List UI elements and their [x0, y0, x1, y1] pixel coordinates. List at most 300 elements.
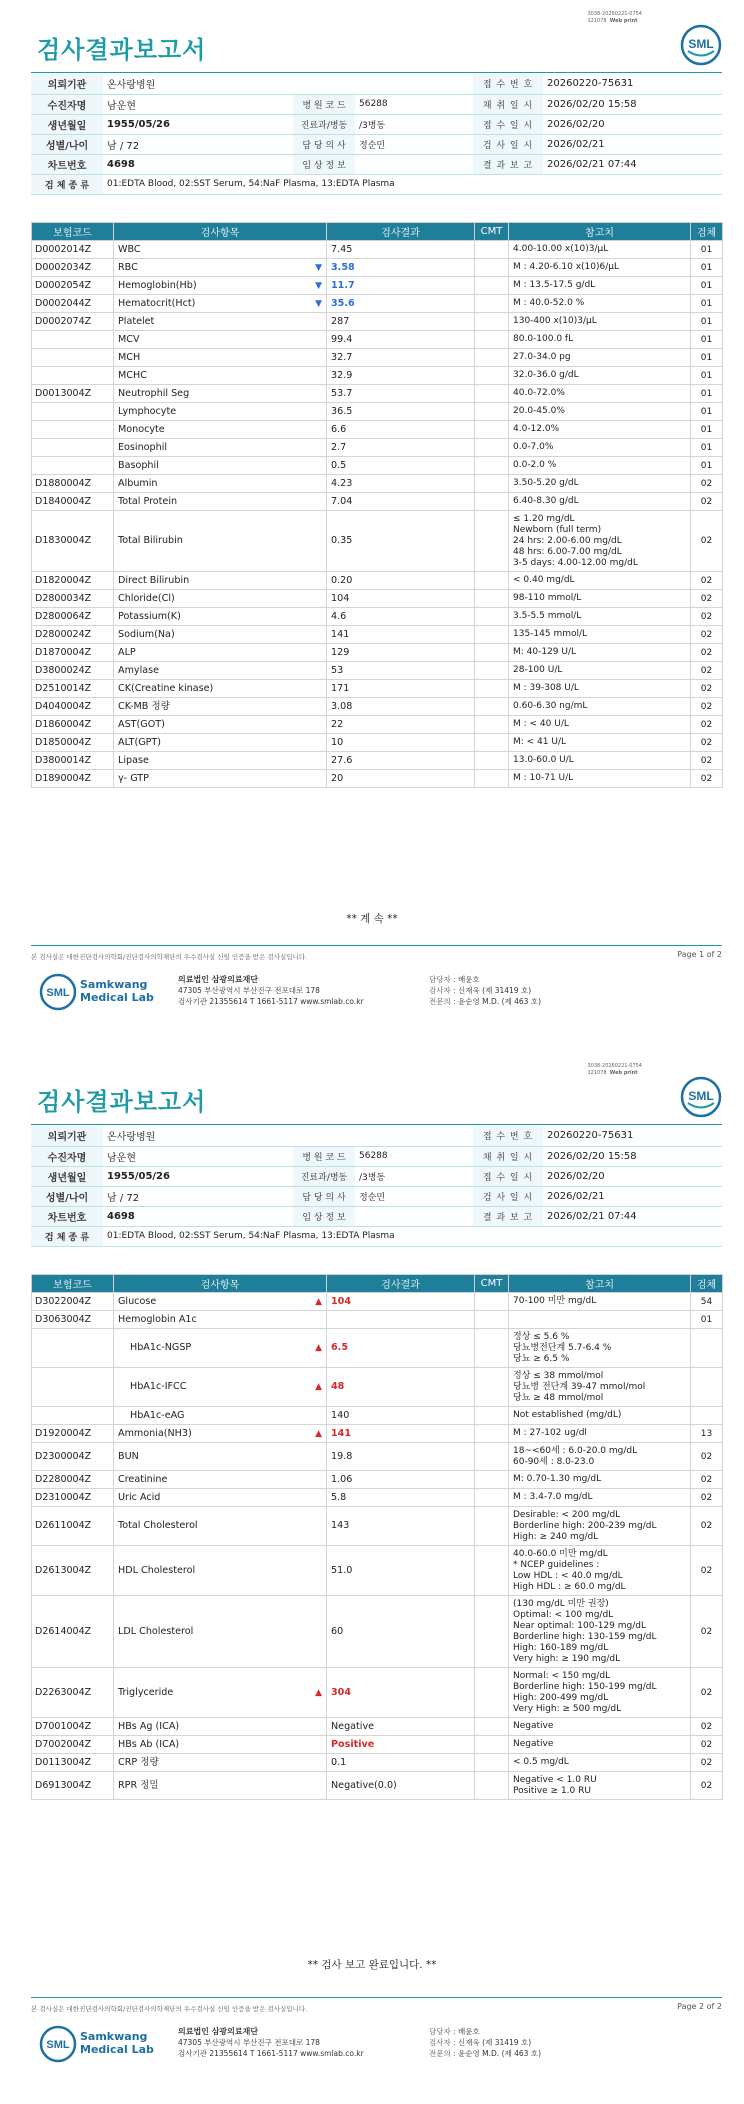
comment-cell [475, 1546, 509, 1596]
dept-label: 진료과/병동 [293, 114, 355, 134]
result-row [32, 626, 723, 644]
reference-range: 28-100 U/L [509, 662, 691, 680]
comment-cell [475, 662, 509, 680]
test-result: 11.7 [327, 277, 475, 295]
reference-range: 4.00-10.00 x(10)3/μL [509, 241, 691, 259]
result-row [32, 1596, 723, 1668]
specimen-code: 02 [691, 1596, 723, 1668]
reference-range: 0.60-6.30 ng/mL [509, 698, 691, 716]
specimen-label: 검 체 종 류 [31, 1226, 103, 1246]
test-result: 140 [327, 1407, 475, 1425]
insurance-code: D3063004Z [32, 1311, 114, 1329]
result-row [32, 331, 723, 349]
insurance-code: D1890004Z [32, 770, 114, 788]
receipt-no-value: 20260220-75631 [543, 1126, 722, 1146]
result-row [32, 457, 723, 475]
comment-cell [475, 734, 509, 752]
svg-text:SML: SML [46, 2039, 70, 2051]
reference-range: 3.5-5.5 mmol/L [509, 608, 691, 626]
test-result: 3.58 [327, 259, 475, 277]
result-row [32, 439, 723, 457]
insurance-code: D0013004Z [32, 385, 114, 403]
insurance-code: D1870004Z [32, 644, 114, 662]
lab-name-1: Samkwang [80, 2030, 148, 2043]
specimen-value: 01:EDTA Blood, 02:SST Serum, 54:NaF Plasma, 13:EDTA Plasma [103, 174, 722, 194]
high-flag-icon: ▲ [315, 1687, 322, 1698]
collect-date-value: 2026/02/20 15:58 [543, 1146, 722, 1166]
test-item-name: Monocyte [118, 423, 165, 435]
title-divider [31, 72, 722, 73]
reference-range: 130-400 x(10)3/μL [509, 313, 691, 331]
reference-range: < 0.40 mg/dL [509, 572, 691, 590]
clinical-label: 임 상 정 보 [293, 1206, 355, 1226]
comment-cell [475, 1668, 509, 1718]
institution-label: 의뢰기관 [31, 1126, 103, 1146]
test-item-name: Ammonia(NH3) [118, 1427, 192, 1439]
comment-cell [475, 439, 509, 457]
insurance-code: D4040004Z [32, 698, 114, 716]
low-flag-icon: ▼ [315, 262, 322, 273]
result-row [32, 1736, 723, 1754]
test-item [114, 277, 327, 295]
test-result: 60 [327, 1596, 475, 1668]
insurance-code: D3022004Z [32, 1293, 114, 1311]
page-number: Page 2 of 2 [677, 2002, 722, 2011]
test-item-name: CK-MB 정량 [118, 700, 170, 712]
result-row [32, 403, 723, 421]
print-code-line-2: 121078 [587, 18, 607, 24]
comment-cell [475, 1736, 509, 1754]
specimen-code: 02 [691, 1489, 723, 1507]
insurance-code: D3800024Z [32, 662, 114, 680]
specimen-code [691, 1407, 723, 1425]
reference-range: (130 mg/dL 미만 권장) Optimal: < 100 mg/dL Near optimal: 100-129 mg/dL Borderline high: 130-159 mg/dL High: 160-189 mg/dL Very high: ≥ 190 mg/dL [509, 1596, 691, 1668]
insurance-code: D0002014Z [32, 241, 114, 259]
birth-value: 1955/05/26 [103, 114, 293, 134]
specimen-code: 01 [691, 367, 723, 385]
result-row [32, 590, 723, 608]
test-result: 3.08 [327, 698, 475, 716]
result-row [32, 752, 723, 770]
web-print-label: Web print [609, 1070, 638, 1076]
page-title: 검사결과보고서 [37, 1088, 207, 1116]
results-header [32, 1275, 723, 1293]
sex-age-value: 남 / 72 [103, 134, 293, 154]
comment-cell [475, 716, 509, 734]
reference-range: M : 39-308 U/L [509, 680, 691, 698]
receipt-no-label: 접 수 번 호 [473, 74, 543, 94]
test-item-name: Amylase [118, 664, 160, 676]
test-result: 53.7 [327, 385, 475, 403]
test-item [114, 680, 327, 698]
result-row [32, 1425, 723, 1443]
test-item-name: Creatinine [118, 1473, 168, 1485]
result-row [32, 680, 723, 698]
specimen-code: 02 [691, 572, 723, 590]
specimen-label: 검 체 종 류 [31, 174, 103, 194]
clinical-label: 임 상 정 보 [293, 154, 355, 174]
comment-cell [475, 277, 509, 295]
specimen-code: 01 [691, 457, 723, 475]
result-row [32, 475, 723, 493]
reference-range: 0.0-2.0 % [509, 457, 691, 475]
comment-cell [475, 259, 509, 277]
footer-logo [38, 2024, 158, 2064]
hospital-code-label: 병 원 코 드 [293, 1146, 355, 1166]
result-row [32, 1443, 723, 1471]
result-row [32, 349, 723, 367]
insurance-code: D2800064Z [32, 608, 114, 626]
comment-cell [475, 770, 509, 788]
result-row [32, 572, 723, 590]
reference-range: Negative < 1.0 RU Positive ≥ 1.0 RU [509, 1772, 691, 1800]
high-flag-icon: ▲ [315, 1382, 322, 1392]
specimen-code: 02 [691, 1718, 723, 1736]
test-item [114, 1293, 327, 1311]
collect-date-label: 채 취 일 시 [473, 1146, 543, 1166]
reference-range: 0.0-7.0% [509, 439, 691, 457]
comment-cell [475, 1329, 509, 1368]
comment-cell [475, 475, 509, 493]
manager-value: 배윤호 [458, 2027, 480, 2036]
test-item-name: Sodium(Na) [118, 628, 175, 640]
comment-cell [475, 1443, 509, 1471]
report-date-value: 2026/02/21 07:44 [543, 1206, 722, 1226]
test-item-name: Uric Acid [118, 1491, 161, 1503]
test-item [114, 1754, 327, 1772]
test-item [114, 439, 327, 457]
report-end-text: ** 검사 보고 완료입니다. ** [307, 1959, 437, 1971]
test-result: 36.5 [327, 403, 475, 421]
test-result: 0.35 [327, 511, 475, 572]
test-item-name: BUN [118, 1450, 139, 1462]
test-item-name: HBs Ab (ICA) [118, 1738, 180, 1750]
page-number: Page 1 of 2 [677, 950, 722, 959]
print-code-line-2: 121078 [587, 1070, 607, 1076]
results-table-1 [31, 222, 723, 788]
insurance-code: D7001004Z [32, 1718, 114, 1736]
test-item [114, 493, 327, 511]
test-item-name: HbA1c-NGSP [130, 1342, 192, 1353]
reference-range: 18~<60세 : 6.0-20.0 mg/dL 60-90세 : 8.0-23.0 [509, 1443, 691, 1471]
test-item-name: Platelet [118, 315, 155, 327]
org-name: 의료법인 삼광의료재단 [178, 2027, 259, 2036]
comment-cell [475, 644, 509, 662]
specimen-code [691, 1329, 723, 1368]
specimen-code: 01 [691, 349, 723, 367]
comment-cell [475, 313, 509, 331]
insurance-code [32, 1329, 114, 1368]
test-item-name: Hemoglobin A1c [118, 1313, 197, 1325]
footer-divider [31, 1997, 722, 1998]
specimen-code [691, 1368, 723, 1407]
birth-label: 생년월일 [31, 114, 103, 134]
insurance-code [32, 439, 114, 457]
comment-cell [475, 1368, 509, 1407]
dept-value: /3병동 [355, 1166, 473, 1186]
specimen-code: 02 [691, 1668, 723, 1718]
insurance-code: D2510014Z [32, 680, 114, 698]
low-flag-icon: ▼ [315, 280, 322, 291]
test-item-name: Eosinophil [118, 441, 168, 453]
report-date-label: 결 과 보 고 [473, 154, 543, 174]
test-item [114, 421, 327, 439]
insurance-code: D2800024Z [32, 626, 114, 644]
insurance-code: D1830004Z [32, 511, 114, 572]
test-item-name: Albumin [118, 477, 158, 489]
reference-range: 20.0-45.0% [509, 403, 691, 421]
specialist-value: 윤순영 M.D. (제 463 호) [458, 2049, 541, 2058]
test-result: 2.7 [327, 439, 475, 457]
reference-range: 70-100 미만 mg/dL [509, 1293, 691, 1311]
comment-cell [475, 626, 509, 644]
result-row [32, 734, 723, 752]
specimen-code: 02 [691, 475, 723, 493]
col-item: 검사항목 [114, 223, 327, 241]
test-result: 4.6 [327, 608, 475, 626]
comment-cell [475, 367, 509, 385]
patient-label: 수진자명 [31, 1146, 103, 1166]
print-code-line-1: 3038-20260221-0754 [587, 11, 642, 17]
specimen-code: 02 [691, 716, 723, 734]
insurance-code: D1840004Z [32, 493, 114, 511]
insurance-code: D2300004Z [32, 1443, 114, 1471]
lab-name-1: Samkwang [80, 978, 148, 991]
test-item [114, 1407, 327, 1425]
specimen-code: 02 [691, 644, 723, 662]
reference-range: 32.0-36.0 g/dL [509, 367, 691, 385]
specialist-label: 전문의 : [429, 997, 456, 1006]
specimen-code: 02 [691, 1471, 723, 1489]
patient-value: 남운현 [103, 1146, 293, 1166]
reference-range: M : < 40 U/L [509, 716, 691, 734]
test-item-name: Direct Bilirubin [118, 574, 190, 586]
insurance-code: D1850004Z [32, 734, 114, 752]
result-row [32, 662, 723, 680]
patient-value: 남운현 [103, 94, 293, 114]
sml-footer-logo-icon [38, 2024, 78, 2064]
insurance-code: D0002044Z [32, 295, 114, 313]
insurance-code: D0002074Z [32, 313, 114, 331]
lab-name-2: Medical Lab [80, 2043, 154, 2056]
test-result [327, 1311, 475, 1329]
specimen-code: 02 [691, 680, 723, 698]
test-item [114, 331, 327, 349]
comment-cell [475, 590, 509, 608]
svg-text:SML: SML [688, 1089, 714, 1103]
receipt-no-value: 20260220-75631 [543, 74, 722, 94]
doctor-label: 담 당 의 사 [293, 1186, 355, 1206]
test-item-name: WBC [118, 243, 141, 255]
patient-info-table [31, 1126, 722, 1247]
test-item [114, 752, 327, 770]
test-item [114, 295, 327, 313]
insurance-code: D2614004Z [32, 1596, 114, 1668]
test-item-name: CK(Creatine kinase) [118, 682, 214, 694]
high-flag-icon: ▲ [315, 1428, 322, 1439]
test-item [114, 698, 327, 716]
specimen-code: 02 [691, 698, 723, 716]
reference-range: 13.0-60.0 U/L [509, 752, 691, 770]
specimen-code: 01 [691, 259, 723, 277]
result-row [32, 1489, 723, 1507]
test-result: 5.8 [327, 1489, 475, 1507]
test-item [114, 608, 327, 626]
org-contact: 검사기관 21355614 T 1661-5117 www.smlab.co.kr [178, 997, 364, 1006]
reference-range: M : 13.5-17.5 g/dL [509, 277, 691, 295]
test-item-name: Neutrophil Seg [118, 387, 190, 399]
test-item [114, 1546, 327, 1596]
receipt-no-label: 접 수 번 호 [473, 1126, 543, 1146]
page-title: 검사결과보고서 [37, 36, 207, 64]
result-row [32, 1668, 723, 1718]
comment-cell [475, 511, 509, 572]
chart-label: 차트번호 [31, 154, 103, 174]
test-item [114, 1718, 327, 1736]
test-item [114, 1329, 327, 1368]
specimen-code: 01 [691, 1311, 723, 1329]
test-item [114, 1772, 327, 1800]
comment-cell [475, 1754, 509, 1772]
reference-range: M : 10-71 U/L [509, 770, 691, 788]
specimen-code: 01 [691, 421, 723, 439]
test-item-name: Hemoglobin(Hb) [118, 279, 197, 291]
test-date-label: 검 사 일 시 [473, 134, 543, 154]
high-flag-icon: ▲ [315, 1296, 322, 1307]
test-item-name: HDL Cholesterol [118, 1564, 196, 1576]
col-item: 검사항목 [114, 1275, 327, 1293]
result-row [32, 277, 723, 295]
insurance-code: D2800034Z [32, 590, 114, 608]
insurance-code [32, 1368, 114, 1407]
test-item-name: Total Bilirubin [118, 535, 183, 546]
org-contact: 검사기관 21355614 T 1661-5117 www.smlab.co.kr [178, 2049, 364, 2058]
dept-value: /3병동 [355, 114, 473, 134]
test-result: 0.20 [327, 572, 475, 590]
test-result: 99.4 [327, 331, 475, 349]
result-row [32, 295, 723, 313]
insurance-code [32, 457, 114, 475]
specimen-code: 13 [691, 1425, 723, 1443]
test-item [114, 313, 327, 331]
result-row [32, 511, 723, 572]
result-row [32, 1368, 723, 1407]
comment-cell [475, 295, 509, 313]
org-address: 47305 부산광역시 부산진구 전포대로 178 [178, 2038, 320, 2047]
test-item [114, 1736, 327, 1754]
test-result: 104 [327, 590, 475, 608]
reference-range: 6.40-8.30 g/dL [509, 493, 691, 511]
tester-label: 검사자 : [429, 2038, 456, 2047]
doctor-label: 담 당 의 사 [293, 134, 355, 154]
test-item-name: LDL Cholesterol [118, 1625, 194, 1637]
test-item [114, 403, 327, 421]
result-row [32, 421, 723, 439]
reference-range: M : 27-102 ug/dl [509, 1425, 691, 1443]
test-item-name: MCH [118, 351, 141, 363]
test-item [114, 572, 327, 590]
test-result: 0.1 [327, 1754, 475, 1772]
test-item [114, 1668, 327, 1718]
test-item [114, 457, 327, 475]
result-row [32, 1546, 723, 1596]
test-result: 141 [327, 1425, 475, 1443]
clinical-value [355, 154, 473, 174]
test-result: 287 [327, 313, 475, 331]
insurance-code: D1920004Z [32, 1425, 114, 1443]
result-row [32, 259, 723, 277]
result-row [32, 313, 723, 331]
test-item [114, 1311, 327, 1329]
svg-text:SML: SML [46, 987, 70, 999]
test-item-name: RBC [118, 261, 138, 273]
comment-cell [475, 1772, 509, 1800]
chart-label: 차트번호 [31, 1206, 103, 1226]
insurance-code: D6913004Z [32, 1772, 114, 1800]
test-item [114, 1368, 327, 1407]
tester-value: 신재욱 (제 31419 호) [458, 986, 532, 995]
specimen-code: 02 [691, 493, 723, 511]
footer-divider [31, 945, 722, 946]
col-specimen: 검체 [691, 1275, 723, 1293]
result-row [32, 1471, 723, 1489]
test-item-name: HbA1c-IFCC [130, 1381, 187, 1392]
sex-age-label: 성별/나이 [31, 1186, 103, 1206]
specimen-code: 02 [691, 626, 723, 644]
insurance-code: D3800014Z [32, 752, 114, 770]
reference-range [509, 1311, 691, 1329]
footer-org-block [178, 974, 364, 1007]
insurance-code [32, 1407, 114, 1425]
reference-range: < 0.5 mg/dL [509, 1754, 691, 1772]
test-result: 22 [327, 716, 475, 734]
test-item-name: CRP 정량 [118, 1756, 159, 1768]
test-item [114, 349, 327, 367]
test-item [114, 1425, 327, 1443]
birth-value: 1955/05/26 [103, 1166, 293, 1186]
test-result: 32.7 [327, 349, 475, 367]
test-result: 6.5 [327, 1329, 475, 1368]
test-item [114, 644, 327, 662]
title-divider [31, 1124, 722, 1125]
test-date-label: 검 사 일 시 [473, 1186, 543, 1206]
specimen-code: 02 [691, 590, 723, 608]
sex-age-label: 성별/나이 [31, 134, 103, 154]
specimen-code: 01 [691, 313, 723, 331]
tester-label: 검사자 : [429, 986, 456, 995]
specimen-code: 01 [691, 331, 723, 349]
manager-value: 배윤호 [458, 975, 480, 984]
footer-org-block [178, 2026, 364, 2059]
specimen-code: 02 [691, 1507, 723, 1546]
result-row [32, 1407, 723, 1425]
reference-range: Not established (mg/dL) [509, 1407, 691, 1425]
reference-range: Desirable: < 200 mg/dL Borderline high: 200-239 mg/dL High: ≥ 240 mg/dL [509, 1507, 691, 1546]
test-item-name: RPR 정밀 [118, 1779, 159, 1791]
comment-cell [475, 698, 509, 716]
test-item-name: MCV [118, 333, 140, 345]
test-item [114, 1489, 327, 1507]
insurance-code [32, 367, 114, 385]
insurance-code [32, 421, 114, 439]
insurance-code: D2613004Z [32, 1546, 114, 1596]
results-table-2 [31, 1274, 723, 1800]
test-item-name: Glucose [118, 1295, 157, 1307]
footer-notice: 본 검사실은 대한진단검사의학회/진단검사의학재단의 우수검사실 신임 인증을 받은 검사실입니다. [31, 953, 308, 961]
specimen-value: 01:EDTA Blood, 02:SST Serum, 54:NaF Plasma, 13:EDTA Plasma [103, 1226, 722, 1246]
result-row [32, 608, 723, 626]
test-item [114, 626, 327, 644]
